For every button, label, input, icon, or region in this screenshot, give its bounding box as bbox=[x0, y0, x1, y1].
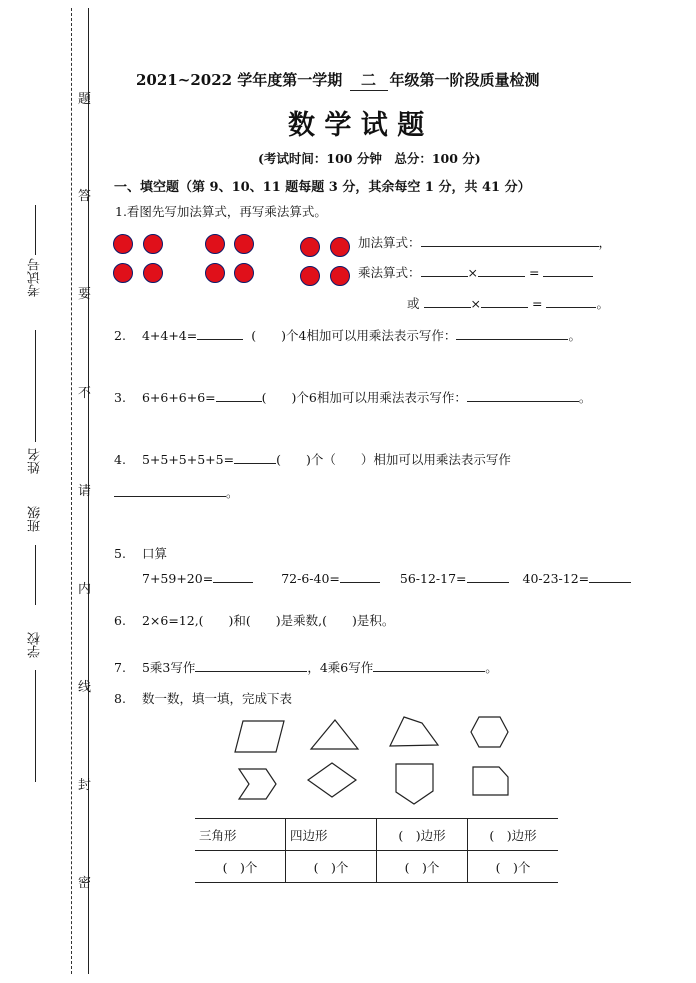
seal-char: 要 bbox=[78, 287, 92, 302]
seal-char: 请 bbox=[78, 484, 92, 499]
oral-calc-item: 56-12-17= bbox=[399, 571, 467, 586]
question-number: 8. bbox=[114, 691, 126, 706]
question-text: ( )个6相加可以用乘法表示写作： bbox=[261, 390, 467, 405]
period: 。 bbox=[485, 660, 498, 675]
question-text-b: ，4乘6写作 bbox=[307, 660, 374, 675]
question-number: 7. bbox=[114, 660, 126, 675]
sum-expression: 4+4+4= bbox=[141, 328, 198, 343]
title-prefix: 2021~2022 学年度第一学期 bbox=[136, 71, 343, 89]
school-label: 学校 bbox=[28, 632, 43, 658]
section-heading: 一、填空题（第 9、10、11 题每题 3 分，其余每空 1 分，共 41 分） bbox=[114, 180, 531, 195]
count-cell[interactable]: ( )个 bbox=[468, 851, 559, 883]
question-number: 4. bbox=[114, 452, 126, 467]
period: 。 bbox=[568, 328, 581, 343]
triangle-shape bbox=[311, 720, 358, 749]
seal-char: 线 bbox=[78, 680, 92, 695]
question-number: 3. bbox=[114, 390, 126, 405]
exam-number-label: 考试号 bbox=[28, 258, 43, 297]
question-text: 2×6=12,( )和( )是乘数,( )是积。 bbox=[141, 613, 395, 628]
seal-char: 答 bbox=[78, 189, 92, 204]
oral-calc-title: 口算 bbox=[141, 546, 167, 561]
count-cell[interactable]: ( )个 bbox=[286, 851, 377, 883]
hexagon-shape bbox=[471, 717, 508, 747]
parallelogram-shape bbox=[235, 721, 284, 752]
table-row bbox=[195, 851, 558, 883]
count-cell[interactable]: ( )个 bbox=[377, 851, 468, 883]
table-header-cell[interactable]: ( )边形 bbox=[468, 819, 559, 851]
or-label: 或 bbox=[407, 296, 420, 311]
seal-char: 封 bbox=[78, 778, 92, 793]
question-text: ( )个4相加可以用乘法表示写作： bbox=[251, 328, 457, 343]
multiplication-label: 乘法算式： bbox=[358, 265, 421, 280]
table-header-cell: 四边形 bbox=[286, 819, 377, 851]
times-sign: × bbox=[467, 265, 478, 280]
period: 。 bbox=[226, 485, 239, 500]
count-cell[interactable]: ( )个 bbox=[195, 851, 286, 883]
subject-title: 数 学 试 题 bbox=[288, 110, 425, 141]
question-text-a: 5乘3写作 bbox=[141, 660, 196, 675]
equals-sign: = bbox=[528, 265, 540, 280]
title-suffix: 年级第一阶段质量检测 bbox=[389, 71, 540, 89]
period: 。 bbox=[578, 390, 592, 405]
sum-expression: 6+6+6+6= bbox=[141, 390, 216, 405]
question-number: 6. bbox=[114, 613, 126, 628]
sum-expression: 5+5+5+5+5= bbox=[141, 452, 235, 467]
oral-calc-item: 40-23-12= bbox=[522, 571, 590, 586]
question-number: 5. bbox=[114, 546, 126, 561]
oral-calc-item: 7+59+20= bbox=[142, 571, 214, 586]
seal-char: 不 bbox=[78, 386, 92, 401]
name-label: 姓名 bbox=[28, 448, 43, 474]
house-pentagon-shape bbox=[396, 764, 433, 804]
chevron-pentagon-shape bbox=[239, 769, 276, 799]
diamond-shape bbox=[308, 763, 356, 797]
seal-char: 密 bbox=[78, 876, 92, 891]
question-text: 数一数，填一填，完成下表 bbox=[141, 691, 292, 706]
question-1-text: 1.看图先写加法算式，再写乘法算式。 bbox=[115, 204, 327, 219]
table-header-cell[interactable]: ( )边形 bbox=[377, 819, 468, 851]
shape-count-table bbox=[195, 818, 558, 883]
equals-sign: = bbox=[531, 296, 543, 311]
quadrilateral-shape bbox=[390, 717, 438, 746]
cut-corner-pentagon-shape bbox=[473, 767, 508, 795]
exam-info: (考试时间：100 分钟 总分：100 分) bbox=[258, 151, 481, 166]
class-label: 班级 bbox=[28, 506, 43, 532]
table-header-row bbox=[195, 819, 558, 851]
addition-comma: ， bbox=[598, 235, 612, 250]
oral-calc-item: 72-6-40= bbox=[281, 571, 340, 586]
addition-label: 加法算式： bbox=[358, 235, 421, 250]
times-sign: × bbox=[470, 296, 481, 311]
period: 。 bbox=[596, 296, 609, 311]
seal-char: 题 bbox=[78, 92, 92, 107]
question-text: ( )个（ ）相加可以用乘法表示写作 bbox=[276, 452, 511, 467]
seal-char: 内 bbox=[78, 582, 92, 597]
grade-field[interactable]: 二 bbox=[350, 69, 388, 91]
question-number: 2. bbox=[114, 328, 126, 343]
table-header-cell: 三角形 bbox=[195, 819, 286, 851]
